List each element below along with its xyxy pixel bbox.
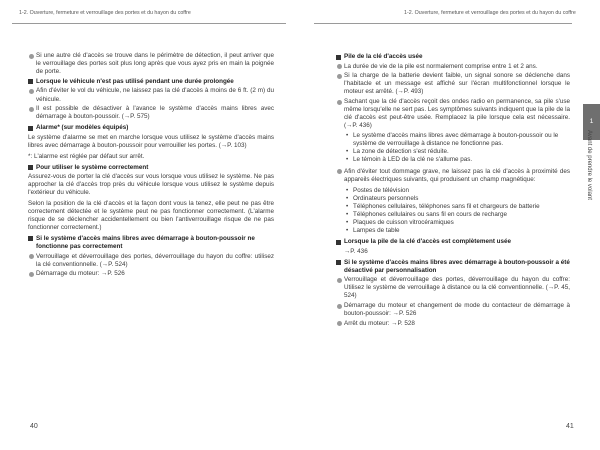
list-item: • Lampes de table [336,227,570,235]
section-heading: Lorsque le véhicule n'est pas utilisé pendant une durée prolongée [28,78,274,86]
page-number-right: 41 [566,423,574,430]
bullet-item: Il est possible de désactiver à l'avance le système d'accès mains libres avec démarrage à bouton-poussoir. (→P. 575) [28,105,274,121]
page-reference: →P. 436 [344,247,368,255]
bullet-item: Si la charge de la batterie devient faible, un signal sonore se déclenche dans l'habitacle et un message est affiché sur l'écran multifonctionnel lorsque le moteur est arrêté. (→P. 493) [336,72,570,96]
header-title-left: 1-2. Ouverture, fermeture et verrouillage des portes et du hayon du coffre [19,10,191,16]
bullet-item: Démarrage du moteur: →P. 526 [28,270,274,278]
bullet-item: Afin d'éviter tout dommage grave, ne laissez pas la clé d'accès à proximité des appareils électriques suivants, qui produisent un champ magnétique: [336,168,570,184]
section-heading: Lorsque la pile de la clé d'accès est complètement usée [336,238,570,246]
paragraph: Selon la position de la clé d'accès et la façon dont vous la tenez, elle peut ne pas être correctement détectée et le système peut ne pas fonctionner correctement. (L'alarme risque de se déclencher accidentellement ou bien l'antiverrouillage risque de ne pas fonctionner correctement.) [28,199,274,232]
right-page [300,0,600,450]
page-number-left: 40 [30,423,38,430]
chapter-side-label: Avant de prendre le volant [586,130,592,200]
section-heading: Si le système d'accès mains libres avec démarrage à bouton-poussoir a été désactivé par personnalisation [336,259,570,275]
section-heading: Si le système d'accès mains libres avec démarrage à bouton-poussoir ne fonctionne pas correctement [28,235,274,251]
paragraph: Le système d'alarme se met en marche lorsque vous utilisez le système d'accès mains libres avec démarrage à bouton-poussoir pour verrouiller les portes. (→P. 103) [28,134,274,150]
bullet-item: Si une autre clé d'accès se trouve dans le périmètre de détection, il peut arriver que le verrouillage des portes soit plus long après que vous ayez pris en main la poignée de porte. [28,52,274,76]
bullet-item: Afin d'éviter le vol du véhicule, ne laissez pas la clé d'accès à moins de 6 ft. (2 m) du véhicule. [28,87,274,103]
sub-bullet: • Le témoin à LED de la clé ne s'allume pas. [336,156,570,164]
list-item: • Téléphones cellulaires, téléphones sans fil et chargeurs de batterie [336,203,570,211]
list-item: • Ordinateurs personnels [336,195,570,203]
bullet-item: Verrouillage et déverrouillage des portes, déverrouillage du hayon du coffre: utilisez la clé conventionnelle. (→P. 524) [28,253,274,269]
left-content [28,52,274,280]
sub-bullet: • Le système d'accès mains libres avec démarrage à bouton-poussoir ou le système de verrouillage à distance ne fonctionne pas. [336,132,570,148]
bullet-item: Démarrage du moteur et changement de mode du contacteur de démarrage à bouton-poussoir: →P. 526 [336,302,570,318]
bullet-item: La durée de vie de la pile est normalement comprise entre 1 et 2 ans. [336,63,570,71]
sub-bullet: • La zone de détection s'est réduite. [336,148,570,156]
right-content [336,52,570,330]
list-item: • Plaques de cuisson vitrocéramiques [336,219,570,227]
bullet-item: Sachant que la clé d'accès reçoit des ondes radio en permanence, sa pile s'use même lorsqu'elle ne sert pas. Les symptômes suivants indiquent que la pile de la clé d'accès est peut-être usée. Remplacez la pile lorsque cela est nécessaire. (→P. 436) [336,98,570,130]
bullet-item: Verrouillage et déverrouillage des portes, déverrouillage du hayon du coffre: Utilisez le système de verrouillage à distance ou la clé conventionnelle. (→P. 45, 524) [336,276,570,300]
section-heading: Alarme* (sur modèles équipés) [28,124,274,132]
list-item: • Postes de télévision [336,187,570,195]
section-heading: Pile de la clé d'accès usée [336,53,570,61]
bullet-item: Arrêt du moteur: →P. 528 [336,320,570,328]
chapter-tab: 1 [583,104,600,140]
list-item: • Téléphones cellulaires ou sans fil en cours de recharge [336,211,570,219]
paragraph: Assurez-vous de porter la clé d'accès sur vous lorsque vous utilisez le système. Ne pas approcher la clé d'accès trop près du véhicule lorsque vous utilisez le système depuis l'extérieur du véhicule. [28,173,274,197]
section-heading: Pour utiliser le système correctement [28,164,274,172]
footnote: *: L'alarme est réglée par défaut sur arrêt. [28,152,145,160]
header-title-right: 1-2. Ouverture, fermeture et verrouillage des portes et du hayon du coffre [404,10,576,16]
